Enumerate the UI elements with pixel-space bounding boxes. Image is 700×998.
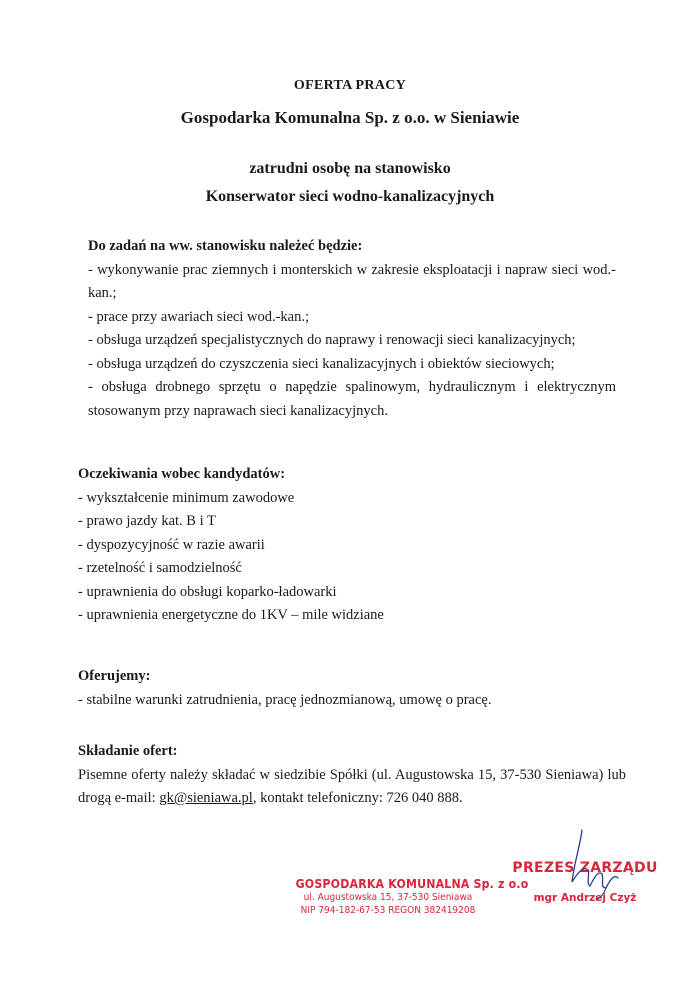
stamp-ids: NIP 794-182-67-53 REGON 382419208: [300, 905, 476, 916]
applications-text-after: , kontakt telefoniczny: 726 040 888.: [252, 790, 463, 806]
stamp-address: ul. Augustowska 15, 37-530 Sieniawa: [303, 892, 473, 903]
president-stamp: [500, 860, 670, 904]
stamp-company-name: GOSPODARKA KOMUNALNA Sp. z o.o: [295, 876, 529, 891]
position-title: Konserwator sieci wodno-kanalizacyjnych: [205, 188, 495, 205]
document-title: OFERTA PRACY: [293, 78, 407, 93]
expectation-item: - uprawnienia energetyczne do 1KV – mile widziane: [78, 607, 384, 623]
company-name: Gospodarka Komunalna Sp. z o.o. w Sieniawie: [180, 108, 520, 127]
president-name: mgr Andrzej Czyż: [533, 892, 637, 904]
applications-text-before: Pisemne oferty należy składać w siedzibie Spółki (ul. Augustowska 15, 37-530 Sieniawa) lub drogą e-mail:: [78, 766, 626, 806]
offer-section: [78, 665, 618, 712]
expectation-item: - dyspozycyjność w razie awarii: [78, 536, 265, 553]
expectation-item: - wykształcenie minimum zawodowe: [78, 489, 295, 506]
duty-item: - wykonywanie prac ziemnych i monterskich w zakresie eksploatacji i napraw sieci wod.-kan.;: [88, 261, 616, 301]
president-title: PREZES ZARZĄDU: [512, 860, 658, 876]
duty-item: - obsługa drobnego sprzętu o napędzie spalinowym, hydraulicznym i elektrycznym stosowanym przy naprawach sieci kanalizacyjnych.: [88, 379, 616, 419]
applications-text: [78, 764, 626, 811]
expectation-item: - prawo jazdy kat. B i T: [78, 513, 216, 529]
duties-section: [88, 235, 616, 423]
offer-item: - stabilne warunki zatrudnienia, pracę jednozmianową, umowę o pracę.: [78, 691, 492, 708]
duty-item: - prace przy awariach sieci wod.-kan.;: [88, 308, 310, 325]
hiring-statement: zatrudni osobę na stanowisko: [249, 160, 451, 177]
expectation-item: - rzetelność i samodzielność: [78, 560, 242, 576]
expectations-section: [78, 463, 618, 628]
email-link[interactable]: gk@sieniawa.pl: [159, 790, 253, 806]
expectation-item: - uprawnienia do obsługi koparko-ładowarki: [78, 583, 337, 600]
applications-heading: Składanie ofert:: [78, 743, 178, 759]
offer-heading: Oferujemy:: [78, 668, 151, 684]
duty-item: - obsługa urządzeń do czyszczenia sieci kanalizacyjnych i obiektów sieciowych;: [88, 355, 555, 372]
expectations-heading: Oczekiwania wobec kandydatów:: [78, 466, 286, 482]
company-stamp: [283, 876, 529, 917]
duty-item: - obsługa urządzeń specjalistycznych do naprawy i renowacji sieci kanalizacyjnych;: [88, 332, 576, 348]
applications-section: [78, 740, 626, 811]
duties-heading: Do zadań na ww. stanowisku należeć będzie:: [88, 238, 363, 254]
